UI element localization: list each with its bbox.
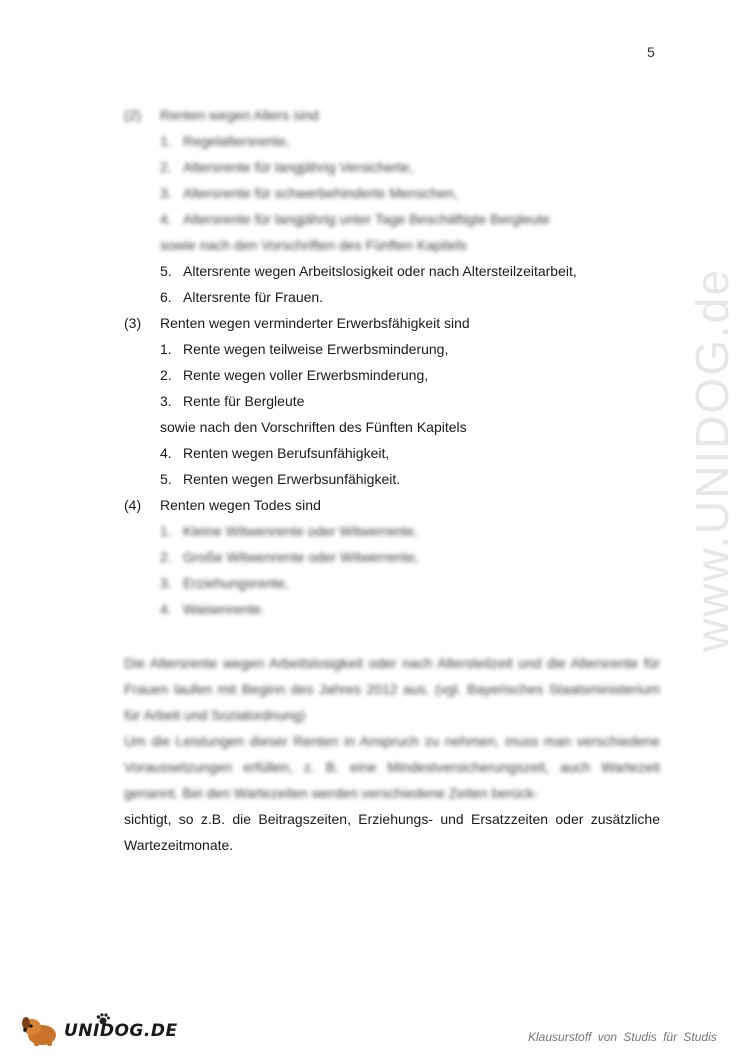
list-item-text: Regelaltersrente,: [183, 133, 290, 149]
list-item-text: Altersrente für langjährig Versicherte,: [183, 159, 414, 175]
list-item-text: Altersrente für Frauen.: [183, 289, 324, 305]
list-item: 3.: [160, 393, 172, 409]
list-item: 1.: [160, 523, 172, 539]
section-title: Renten wegen Todes sind: [160, 497, 321, 513]
list-subnote: sowie nach den Vorschriften des Fünften Kapitels: [160, 419, 467, 435]
paragraph-blurred: Um die Leistungen dieser Renten in Anspruch zu nehmen, muss man verschiedene Voraussetzungen erfüllen, z. B. eine Mindestversicherungszeit, auch Wartezeit genannt. Bei den Wartezeiten werden verschiedene Zeiten berück-: [124, 733, 660, 801]
list-item-text: Altersrente wegen Arbeitslosigkeit oder nach Altersteilzeitarbeit,: [183, 263, 577, 279]
list-subnote: sowie nach den Vorschriften des Fünften Kapitels: [160, 237, 467, 253]
list-item: 3.: [160, 185, 172, 201]
list-item: 4.: [160, 445, 172, 461]
section-number: (3): [124, 315, 142, 331]
logo-text: UNIDOG.DE: [64, 1021, 178, 1041]
list-item-text: Kleine Witwenrente oder Witwerrente,: [183, 523, 418, 539]
list-item: 4.: [160, 601, 172, 617]
list-item-text: Altersrente für schwerbehinderte Menschen,: [183, 185, 458, 201]
list-item: 5.: [160, 471, 172, 487]
list-item: 1.: [160, 133, 172, 149]
list-item: 6.: [160, 289, 172, 305]
watermark: www.UNIDOG.de: [686, 268, 738, 652]
unidog-logo: [20, 1013, 178, 1049]
list-item: 2.: [160, 159, 172, 175]
list-item-text: Erziehungsrente,: [183, 575, 289, 591]
list-item-text: Rente für Bergleute: [183, 393, 305, 409]
section-title: Renten wegen verminderter Erwerbsfähigkeit sind: [160, 315, 470, 331]
section-title: Renten wegen Alters sind: [160, 107, 319, 123]
page-number: 5: [647, 44, 655, 60]
list-item: 2.: [160, 549, 172, 565]
list-item: 3.: [160, 575, 172, 591]
list-item: 4.: [160, 211, 172, 227]
list-item-text: Große Witwenrente oder Witwerrente,: [183, 549, 419, 565]
list-item: 5.: [160, 263, 172, 279]
list-item-text: Altersrente für langjährig unter Tage Beschäftigte Bergleute: [183, 211, 551, 227]
list-item: 2.: [160, 367, 172, 383]
list-item-text: Renten wegen Erwerbsunfähigkeit.: [183, 471, 401, 487]
list-item-text: Rente wegen teilweise Erwerbsminderung,: [183, 341, 449, 357]
section-number: (2): [124, 107, 142, 123]
list-item-text: Waisenrente.: [183, 601, 265, 617]
footer-tagline: Klausurstoff von Studis für Studis: [528, 1030, 717, 1044]
section-number: (4): [124, 497, 142, 513]
paragraph: sichtigt, so z.B. die Beitragszeiten, Erziehungs- und Ersatzzeiten oder zusätzliche Wartezeitmonate.: [124, 811, 660, 853]
paragraph: Die Altersrente wegen Arbeitslosigkeit oder nach Altersteilzeit und die Altersrente für Frauen laufen mit Beginn des Jahres 2012 aus. (vgl. Bayerisches Staatsministerium für Arbeit und Sozialordnung): [124, 655, 660, 723]
list-item-text: Rente wegen voller Erwerbsminderung,: [183, 367, 429, 383]
list-item: 1.: [160, 341, 172, 357]
list-item-text: Renten wegen Berufsunfähigkeit,: [183, 445, 390, 461]
dog-icon: [20, 1015, 60, 1047]
